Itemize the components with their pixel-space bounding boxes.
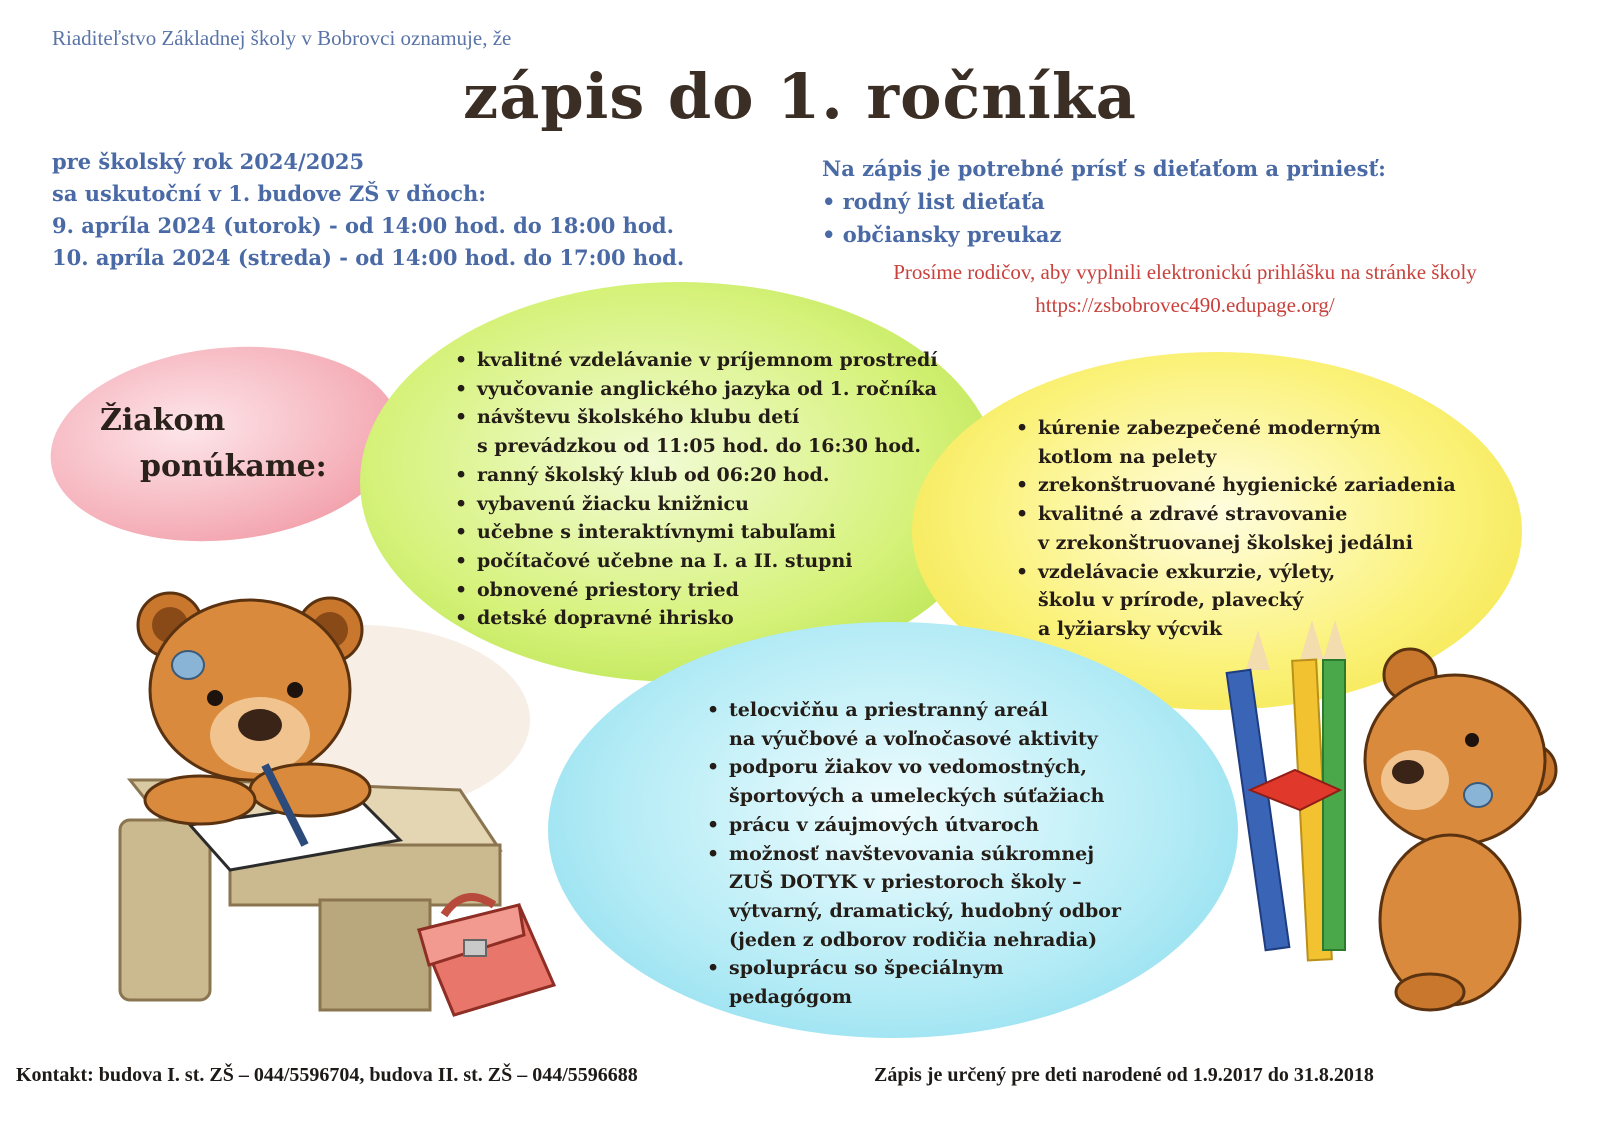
bullet: • bbox=[455, 406, 468, 429]
offer-label-line: Žiakom bbox=[100, 403, 226, 438]
schedule-line: pre školský rok 2024/2025 bbox=[52, 149, 365, 174]
teddy-bear-with-pencils-illustration bbox=[1240, 620, 1560, 1020]
offer-item-text: kvalitné vzdelávanie v príjemnom prostredí bbox=[477, 349, 938, 371]
offer-item bbox=[707, 811, 1121, 840]
offer-item-text: vzdelávacie exkurzie, výlety, bbox=[1038, 560, 1336, 583]
requirement-item: • rodný list dieťaťa bbox=[822, 189, 1045, 214]
offer-item bbox=[455, 547, 938, 576]
offer-item-text: spoluprácu so špeciálnym bbox=[729, 957, 1004, 980]
bullet: • bbox=[455, 349, 468, 371]
offer-item bbox=[1016, 500, 1456, 529]
offer-label bbox=[100, 398, 327, 490]
offer-item-text: výtvarný, dramatický, hudobný odbor bbox=[729, 899, 1121, 922]
offer-item bbox=[1016, 443, 1456, 472]
registration-note bbox=[790, 256, 1580, 322]
bullet: • bbox=[1016, 474, 1029, 497]
bullet: • bbox=[1016, 560, 1029, 583]
offer-item-text: obnovené priestory tried bbox=[477, 578, 739, 601]
school-website-link[interactable]: https://zsbobrovec490.edupage.org/ bbox=[1035, 293, 1335, 317]
offer-item-text: s prevádzkou od 11:05 hod. do 16:30 hod. bbox=[477, 435, 921, 458]
offer-item-text: športových a umeleckých súťažiach bbox=[729, 785, 1105, 808]
offer-item-text: pedagógom bbox=[729, 986, 852, 1009]
schedule-line: 10. apríla 2024 (streda) - od 14:00 hod. do 17:00 hod. bbox=[52, 245, 685, 270]
offer-item-text: (jeden z odborov rodičia nehradia) bbox=[729, 928, 1098, 951]
offer-item bbox=[1016, 414, 1456, 443]
requirements-heading: Na zápis je potrebné prísť s dieťaťom a priniesť: bbox=[822, 156, 1386, 181]
eligibility-footer: Zápis je určený pre deti narodené od 1.9.2017 do 31.8.2018 bbox=[874, 1064, 1374, 1086]
offer-item-text: kotlom na pelety bbox=[1038, 445, 1217, 468]
offer-item bbox=[455, 490, 938, 519]
offer-item-text: podporu žiakov vo vedomostných, bbox=[729, 756, 1087, 779]
offer-item bbox=[455, 375, 938, 404]
bullet: • bbox=[707, 699, 720, 721]
offer-item bbox=[455, 432, 938, 461]
schedule-line: 9. apríla 2024 (utorok) - od 14:00 hod. do 18:00 hod. bbox=[52, 213, 674, 238]
offer-item bbox=[1016, 558, 1456, 587]
offer-item bbox=[1016, 471, 1456, 500]
offer-item bbox=[707, 840, 1121, 869]
offer-item bbox=[707, 897, 1121, 926]
bullet: • bbox=[455, 463, 468, 486]
bullet: • bbox=[707, 957, 720, 980]
offer-item bbox=[707, 753, 1121, 782]
offer-item-text: prácu v záujmových útvaroch bbox=[729, 813, 1039, 836]
offer-item bbox=[455, 461, 938, 490]
offer-item bbox=[707, 926, 1121, 955]
bullet: • bbox=[1016, 503, 1029, 526]
requirement-item: • občiansky preukaz bbox=[822, 222, 1062, 247]
offer-item bbox=[455, 346, 938, 375]
offer-item-text: kvalitné a zdravé stravovanie bbox=[1038, 503, 1348, 526]
contact-footer: Kontakt: budova I. st. ZŠ – 044/5596704, budova II. st. ZŠ – 044/5596688 bbox=[16, 1064, 638, 1086]
offer-item-text: vyučovanie anglického jazyka od 1. ročníka bbox=[477, 377, 937, 400]
offer-item bbox=[707, 725, 1121, 754]
offer-item bbox=[455, 576, 938, 605]
green-offer-list bbox=[455, 346, 938, 633]
offer-item bbox=[707, 696, 1121, 725]
bullet: • bbox=[707, 813, 720, 836]
schedule-line: sa uskutoční v 1. budove ZŠ v dňoch: bbox=[52, 181, 487, 206]
bullet: • bbox=[707, 842, 720, 865]
offer-item-text: na výučbové a voľnočasové aktivity bbox=[729, 727, 1098, 750]
bullet: • bbox=[455, 578, 468, 601]
offer-item-text: počítačové učebne na I. a II. stupni bbox=[477, 549, 853, 572]
offer-item bbox=[455, 518, 938, 547]
bullet: • bbox=[455, 521, 468, 544]
offer-item bbox=[1016, 529, 1456, 558]
requirements-info bbox=[822, 152, 1386, 251]
cyan-offer-list bbox=[707, 696, 1121, 1012]
offer-item-text: zrekonštruované hygienické zariadenia bbox=[1038, 474, 1456, 497]
bullet: • bbox=[455, 607, 468, 630]
bullet: • bbox=[1016, 417, 1029, 439]
intro-text: Riaditeľstvo Základnej školy v Bobrovci oznamuje, že bbox=[52, 26, 512, 50]
yellow-offer-list bbox=[1016, 414, 1456, 644]
offer-item-text: možnosť navštevovania súkromnej bbox=[729, 842, 1095, 865]
bullet: • bbox=[455, 549, 468, 572]
schedule-info bbox=[52, 146, 684, 274]
offer-item-text: telocvičňu a priestranný areál bbox=[729, 699, 1048, 721]
school-bag-illustration bbox=[404, 885, 564, 1025]
offer-item-text: učebne s interaktívnymi tabuľami bbox=[477, 521, 836, 544]
page-title: zápis do 1. ročníka bbox=[463, 60, 1137, 133]
offer-item bbox=[455, 403, 938, 432]
offer-label-line: ponúkame: bbox=[140, 449, 327, 484]
bullet: • bbox=[455, 492, 468, 515]
offer-item-text: vybavenú žiacku knižnicu bbox=[477, 492, 749, 515]
bullet: • bbox=[707, 756, 720, 779]
registration-note-text: Prosíme rodičov, aby vyplnili elektronickú prihlášku na stránke školy bbox=[893, 260, 1477, 284]
offer-item bbox=[455, 604, 938, 633]
offer-item bbox=[707, 868, 1121, 897]
offer-item bbox=[707, 983, 1121, 1012]
offer-item-text: školu v prírode, plavecký bbox=[1038, 589, 1304, 612]
offer-item-text: kúrenie zabezpečené moderným bbox=[1038, 417, 1381, 439]
offer-item-text: v zrekonštruovanej školskej jedálni bbox=[1038, 531, 1413, 554]
offer-item-text: ZUŠ DOTYK v priestoroch školy – bbox=[729, 871, 1082, 894]
offer-item-text: návštevu školského klubu detí bbox=[477, 406, 800, 429]
bullet: • bbox=[455, 377, 468, 400]
offer-item bbox=[1016, 586, 1456, 615]
offer-item-text: detské dopravné ihrisko bbox=[477, 607, 734, 630]
offer-item-text: ranný školský klub od 06:20 hod. bbox=[477, 463, 830, 486]
offer-item bbox=[707, 954, 1121, 983]
offer-item bbox=[707, 782, 1121, 811]
offer-item-text: a lyžiarsky výcvik bbox=[1038, 617, 1223, 640]
